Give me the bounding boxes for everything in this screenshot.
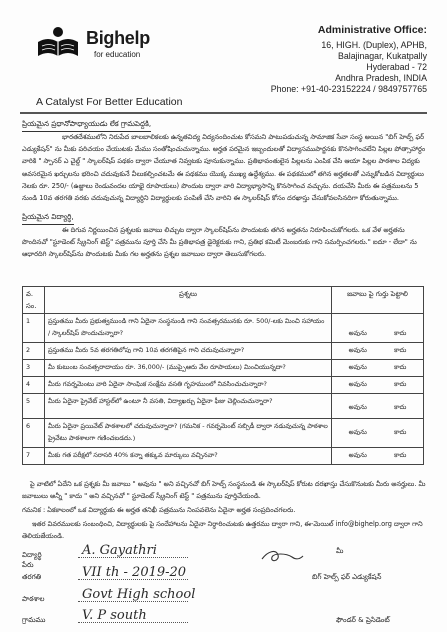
col-header-answer: జవాబు పై గుర్తు పెట్టాలి (332, 287, 424, 314)
village-label: గ్రామము (22, 616, 46, 624)
contact-paragraph: ఇతర వివరములకు సంబంధించి, విద్యార్థులకు పై సందేహాలను ఏదైనా నిర్ధారించుటకు ఉత్తరము ద్వారా గాని, ఈ-మెయిల్ info@bighelp.org ద్వారా గాని తెలియజేయండి. (22, 520, 423, 541)
col-header-questions: ప్రశ్నలు (45, 287, 332, 314)
answer-yes[interactable]: అవును (348, 346, 367, 354)
brand-name: Bighelp (86, 28, 150, 48)
header-divider (20, 112, 427, 114)
office-title: Administrative Office: (317, 24, 427, 36)
answer-no[interactable]: కాదు (394, 428, 407, 436)
row-number: 7 (23, 448, 45, 465)
answer-cell[interactable] (332, 360, 424, 377)
answer-no[interactable]: కాదు (394, 380, 407, 388)
question-text: మీ కుటుంబ సంవత్సరాదాయం రూ. 36,000/- (ముప్పైఆరు వేల రూపాయలు) మించియున్నదా? (45, 360, 332, 377)
school-field[interactable]: Govt High school (82, 587, 196, 602)
bighelp-logo (34, 20, 150, 80)
question-text: మీరు గవర్నమెంటు వారి ఏదైనా సాంఘిక సంక్షేమ వసతి గృహముంలో నివసించుచున్నారా? (45, 377, 332, 394)
answer-yes[interactable]: అవును (348, 329, 367, 337)
greeting-headmaster: ప్రియమైన ప్రధానోపాధ్యాయుడు లేక గ్రామపెద్దకి, (22, 119, 151, 132)
table-header-row (23, 287, 424, 314)
office-address (207, 24, 427, 95)
student-name-field[interactable]: A. Gayathri (82, 543, 157, 558)
signoff-org: బిగ్ హెల్ప్ ఫర్ ఎడ్యుకేషన్ (312, 573, 382, 581)
result-paragraph: పై వాటిలో ఏదేని ఒక ప్రశ్నకు మీ జవాబు " అవును " అని వచ్చినచో బిగ్ హెల్ప్ సంస్థనుండి ఈ స్కాలర్‌షిప్ కోరుట దరఖాస్తు చేసుకొనుటకు మీరు అనర్హులు. మీ జవాబులు అన్నీ " కాదు " అని వచ్చినచో " స్టూడెంట్ స్క్రీనింగ్ టెస్ట్ " పత్రమును పూర్తిచేయండి. (22, 480, 426, 501)
row-number: 4 (23, 377, 45, 394)
answer-no[interactable]: కాదు (394, 329, 407, 337)
office-line: Hyderabad - 72 (366, 62, 427, 72)
row-number: 6 (23, 419, 45, 448)
row-number: 1 (23, 314, 45, 343)
handwritten-signature (258, 547, 306, 567)
question-text: మీరు ఏదైనా ప్రయివేట్ పాఠశాలలో చదువుచున్నారా? (గమనిక - గవర్నమెంట్ సబ్సిడీ ద్వారా నడువుచున్న పాఠశాల ప్రైవేటు పాఠశాలగా గణించబడదు.) (45, 419, 332, 448)
table-row (23, 394, 424, 419)
table-row (23, 377, 424, 394)
class-field[interactable]: VII th - 2019-20 (82, 565, 187, 580)
brand-subtitle: for education (94, 50, 141, 59)
row-number: 5 (23, 394, 45, 419)
answer-cell[interactable] (332, 419, 424, 448)
answer-cell[interactable] (332, 394, 424, 419)
village-field[interactable]: V. P south (82, 608, 147, 623)
answer-cell[interactable] (332, 314, 424, 343)
table-row (23, 448, 424, 465)
note-paragraph: గమనిక : ఏకకాలంలో ఒక విద్యార్థుకు ఈ అర్హత తనిఖీ పత్రమును నింపవలెను ఏదైనా అర్హత సంప్రదించగలరు. (22, 506, 296, 514)
answer-cell[interactable] (332, 448, 424, 465)
answer-yes[interactable]: అవును (348, 428, 367, 436)
greeting-student: ప్రియమైన విద్యార్థి, (22, 212, 74, 225)
question-text: ప్రస్తుతము మీరు 5వ తరగతిలోపు గాని 10వ తరగతిపైన గాని చదువుచున్నారా? (45, 343, 332, 360)
table-row (23, 343, 424, 360)
question-text: మీకు గత పరీక్షలో సరాసరి 40% కన్నా తక్కువ మార్కులు వచ్చినవా? (45, 448, 332, 465)
answer-no[interactable]: కాదు (394, 363, 407, 371)
answer-no[interactable]: కాదు (394, 403, 407, 411)
book-reader-logo-icon (34, 24, 82, 60)
student-name-label: విద్యార్థి పేరు (22, 551, 42, 569)
signoff-yours: మీ (336, 547, 344, 555)
row-number: 2 (23, 343, 45, 360)
office-line: 16, HIGH. (Duplex), APHB, (321, 40, 427, 50)
answer-cell[interactable] (332, 343, 424, 360)
office-line: Balajinagar, Kukatpally (337, 51, 427, 61)
table-row (23, 314, 424, 343)
tagline: A Catalyst For Better Education (36, 96, 183, 108)
intro-paragraph: భారతదేశములోని నిరుపేద బాలబాలికలకు ఉన్నతవిద్య విద్యనందించుట కోసమని పాటుపడుచున్న సామాజిక సేవా సంస్థ అయిన "బిగ్ హెల్ప్ ఫర్ ఎడ్యుకేషన్" ను మీకు పరిచయం చేయుటకు మేము సంతోషించుచున్నాము. అర్హత పరమైన ఇబ్బందులతో విద్యాసముపార్జనకు కొనసాగించలేని పిల్లల పోత్సాహార్ధం వారికి " స్పానర్ ఎ చైల్డ్ " స్కాలర్‌షిప్ పథకం ద్వారా చేయూత నివ్వటకు పూనుకున్నాము. ప్రతిభావంతులైన పిల్లలను ఎంపిక చేసి ఆయా పిల్లల పాఠశాల విద్యకు అవసరమైన ఖర్చులను భరించి చదువుకునే వీలుకల్పించటమే ఈ పథకము యొక్క ముఖ్య ఉద్దేశ్యము. ఈ పథకములో తగిన అర్హతలతో ఎన్నుకోబడిన విద్యార్థులు నెలకు రూ. 250/- (ఉజ్జాలు రెండువందల యాభై రూపాయలు) పొందుట ద్వారా వారి విద్యాభ్యాసాన్ని కొనసాగించ వచ్చును. దయచేసి మీరు ఈ పత్రములను 5 నుండి 10వ తరగతి వరకు చదువుచున్న విద్యార్థిని విద్యార్థులకు పంపిణీ చేసి వారిని ఈ స్కాలర్‌షిప్ కోసం దరఖాస్తు చేసుకోవలసినదిగా కోరుతున్నాము. (22, 133, 426, 203)
office-line: Andhra Pradesh, INDIA (335, 73, 427, 83)
table-row (23, 360, 424, 377)
answer-yes[interactable]: అవును (348, 451, 367, 459)
answer-cell[interactable] (332, 377, 424, 394)
table-row (23, 419, 424, 448)
eligibility-table (22, 286, 424, 465)
answer-yes[interactable]: అవును (348, 380, 367, 388)
question-text: ప్రస్తుతము మీరు ప్రభుత్వముండి గాని ఏదైనా సంస్థనుండి గాని సంవత్సరమునకు రూ. 500/-లకు మించి సహాయం / స్కాలర్‌షిప్ పొందుచున్నారా? (45, 314, 332, 343)
question-text: మీరు ఏదైనా ప్రైవేట్ హాస్టల్‌లో ఉంటూ నీ వసతి, విద్యాఖర్చు ఏదైనా ఫీజు చెల్లించుచున్నారా? (45, 394, 332, 419)
col-header-serial: వ. సం. (23, 287, 45, 314)
answer-no[interactable]: కాదు (394, 346, 407, 354)
answer-no[interactable]: కాదు (394, 451, 407, 459)
answer-yes[interactable]: అవును (348, 363, 367, 371)
signoff-role: ఫౌండర్ & ప్రెసిడెంట్ (336, 616, 390, 624)
answer-yes[interactable]: అవును (348, 403, 367, 411)
class-label: తరగతి (22, 573, 42, 581)
office-phone: Phone: +91-40-23152224 / 9849757765 (270, 84, 427, 94)
instructions-paragraph: ఈ దిగువ నిర్ణయించిన ప్రశ్నలకు జవాబు లిచ్చుట ద్వారా స్కాలర్‌షిప్‌ను పొందుటకు తగిన అర్హతను నిరూపించుకోగలరు. ఒక వేళ అర్హతను పొందినచో "స్టూడెంట్ స్క్రీనింగ్ టెస్ట్" పత్రమును పూర్తి చేసి మీ ప్రతిభాపత్ర డైరెక్టరుకు గాని, ప్రతిభ కమిటీ మెంబరుకు గాని సమర్పించగలరు." ఐదూ - లేదా" ను ఆధారదిగి స్కాలర్‌షిప్‌ను పొందుటకు మీకు గల అర్హతను ప్రశ్నల జవాబుల ద్వారా తెలుసుకోగలరు. (22, 226, 417, 259)
row-number: 3 (23, 360, 45, 377)
school-label: పాఠశాల (22, 595, 45, 603)
